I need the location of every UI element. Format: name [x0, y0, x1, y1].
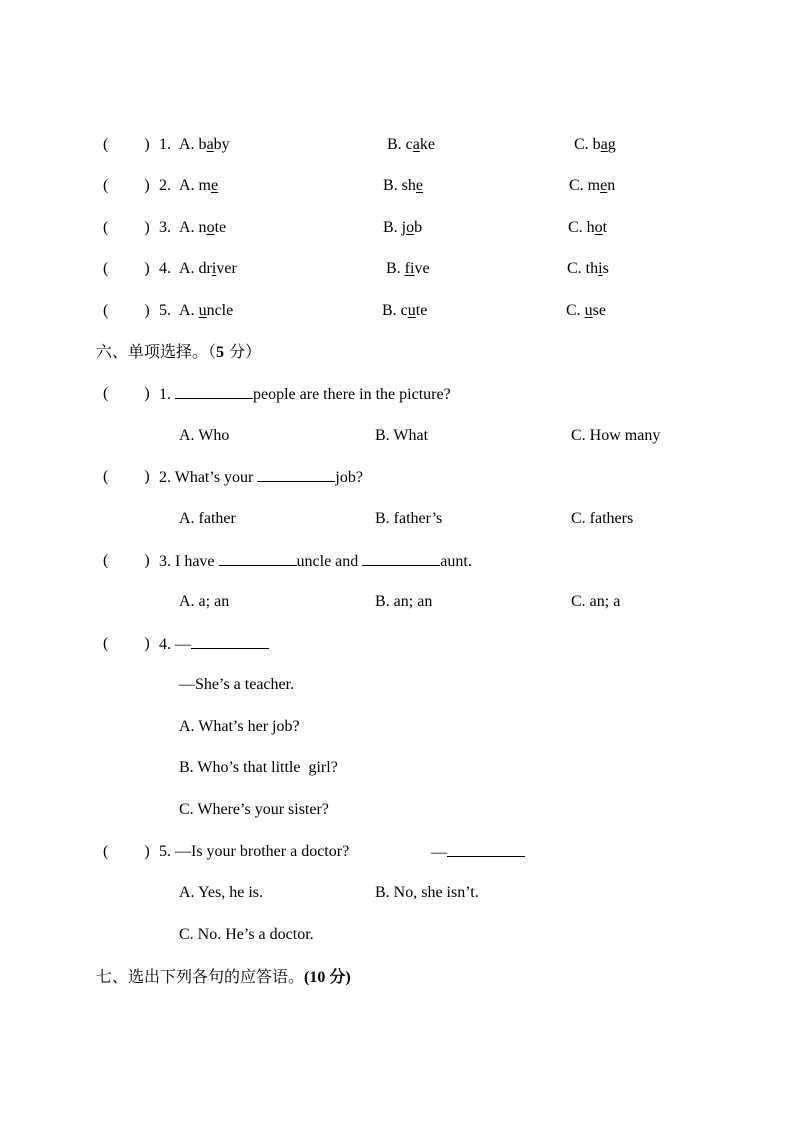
option-b: B. No, she isn’t. — [375, 884, 479, 901]
option-a: A. father — [179, 510, 236, 527]
option-a: A. a; an — [179, 593, 230, 610]
item-number: 3. — [159, 219, 171, 236]
option-b: B. cake — [387, 136, 435, 153]
option-b: B. What — [375, 427, 429, 444]
option-c: C. men — [569, 177, 616, 194]
option-a: A. What’s her job? — [179, 718, 300, 735]
option-c: C. use — [566, 302, 606, 319]
item-number: 2. — [159, 177, 171, 194]
underlined-letters: e — [600, 177, 608, 194]
option-c: C. fathers — [571, 510, 634, 527]
question-3: 3. I have uncle and aunt. — [159, 553, 472, 570]
option-b: B. job — [383, 219, 423, 236]
section-7-title: 七、选出下列各句的应答语。(10 分) — [96, 967, 351, 986]
underlined-letters: o — [206, 219, 215, 236]
option-c: C. an; a — [571, 593, 621, 610]
option-b: B. cute — [382, 302, 428, 319]
answer-paren[interactable]: ( ) — [103, 468, 150, 485]
option-b: B. Who’s that little girl? — [179, 759, 338, 776]
option-b: B. she — [383, 177, 424, 194]
option-c: C. How many — [571, 427, 661, 444]
option-a: A. Yes, he is. — [179, 884, 264, 901]
underlined-letters: u — [584, 302, 593, 319]
option-b: B. an; an — [375, 593, 433, 610]
answer-paren[interactable]: ( ) — [103, 177, 150, 194]
blank — [219, 551, 297, 566]
underlined-letters: e — [415, 177, 424, 194]
blank — [447, 842, 525, 857]
option-a: A. driver — [179, 260, 237, 277]
item-number: 1. — [159, 136, 171, 153]
item-number: 4. — [159, 260, 171, 277]
underlined-letters: fi — [404, 260, 415, 277]
option-b: B. father’s — [375, 510, 443, 527]
answer-paren[interactable]: ( ) — [103, 136, 150, 153]
question-1: 1. people are there in the picture? — [159, 386, 451, 403]
question-2: 2. What’s your job? — [159, 469, 363, 486]
option-a: A. uncle — [179, 302, 234, 319]
underlined-letters: u — [198, 302, 207, 319]
answer-paren[interactable]: ( ) — [103, 219, 150, 236]
answer-paren[interactable]: ( ) — [103, 302, 150, 319]
option-c: C. hot — [568, 219, 608, 236]
section-6-title: 六、单项选择。（5 分） — [96, 342, 262, 361]
answer-paren[interactable]: ( ) — [103, 260, 150, 277]
underlined-letters: a — [600, 136, 608, 153]
blank — [257, 467, 335, 482]
underlined-letters: o — [594, 219, 603, 236]
dialogue-answer: —She’s a teacher. — [179, 676, 295, 693]
question-4: 4. — — [159, 634, 269, 655]
option-b: B. five — [386, 260, 430, 277]
underlined-letters: i — [598, 260, 603, 277]
option-c: C. this — [567, 260, 609, 277]
option-a: A. baby — [179, 136, 230, 153]
option-a: A. me — [179, 177, 219, 194]
underlined-letters: i — [211, 260, 217, 277]
item-number: 5. — [159, 302, 171, 319]
answer-paren[interactable]: ( ) — [103, 385, 150, 402]
option-c: C. No. He’s a doctor. — [179, 926, 314, 943]
option-c: C. Where’s your sister? — [179, 801, 329, 818]
option-a: A. note — [179, 219, 227, 236]
response-blank: — — [431, 842, 525, 863]
underlined-letters: o — [406, 219, 415, 236]
answer-paren[interactable]: ( ) — [103, 843, 150, 860]
question-5: 5. —Is your brother a doctor? — [159, 843, 350, 860]
underlined-letters: e — [211, 177, 219, 194]
underlined-letters: a — [206, 136, 214, 153]
option-a: A. Who — [179, 427, 230, 444]
option-c: C. bag — [574, 136, 616, 153]
blank — [175, 384, 253, 399]
answer-paren[interactable]: ( ) — [103, 552, 150, 569]
underlined-letters: u — [407, 302, 416, 319]
underlined-letters: a — [412, 136, 420, 153]
blank — [362, 551, 440, 566]
blank — [191, 634, 269, 649]
answer-paren[interactable]: ( ) — [103, 635, 150, 652]
